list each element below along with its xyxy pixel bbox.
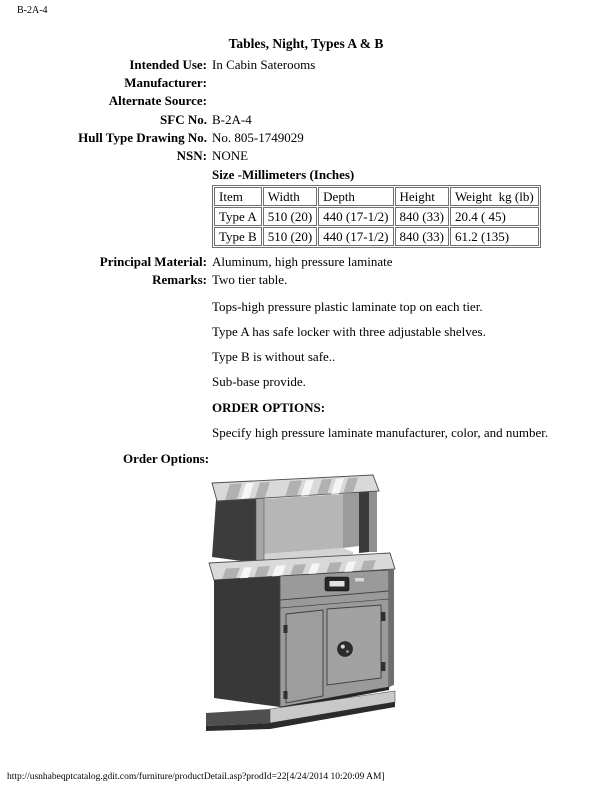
page-title: Tables, Night, Types A & B bbox=[228, 36, 384, 51]
drawer-label-slot bbox=[355, 578, 364, 581]
field-label: SFC No. bbox=[160, 111, 207, 127]
field-row-intended-use bbox=[0, 56, 612, 74]
size-row-type-a bbox=[214, 207, 539, 226]
field-row-alternate-source bbox=[0, 92, 612, 110]
left-door bbox=[286, 610, 323, 703]
product-photo-figure bbox=[206, 473, 398, 733]
field-value: In Cabin Saterooms bbox=[212, 57, 316, 72]
field-value: B-2A-4 bbox=[212, 111, 252, 127]
remarks-paragraph: Tops-high pressure plastic laminate top on each tier. bbox=[212, 298, 483, 314]
right-door bbox=[327, 605, 381, 685]
door-lock bbox=[338, 642, 353, 657]
order-options-section-label: Order Options: bbox=[123, 451, 210, 466]
cell-weight: 61.2 (135) bbox=[450, 227, 539, 246]
field-row-remarks bbox=[0, 271, 612, 289]
size-col-depth: Depth bbox=[318, 187, 393, 206]
size-row-type-b bbox=[214, 227, 539, 246]
field-row-principal-material bbox=[0, 253, 612, 271]
page-header-doc-id: B-2A-4 bbox=[17, 5, 48, 16]
size-table-heading: Size -Millimeters (Inches) bbox=[212, 167, 355, 183]
field-label: Alternate Source: bbox=[108, 93, 207, 109]
footer-url: http://usnhabeqptcatalog.gdit.com/furniture/productDetail.asp?prodId=22[4/24/2014 10:20:09 AM] bbox=[7, 772, 385, 782]
field-value bbox=[207, 92, 212, 110]
cell-item: Type A bbox=[214, 207, 262, 226]
lower-cabinet bbox=[214, 569, 394, 707]
field-value: Aluminum, high pressure laminate bbox=[212, 254, 393, 270]
field-value bbox=[207, 74, 212, 92]
product-fields bbox=[0, 56, 612, 165]
field-label: Hull Type Drawing No. bbox=[78, 129, 207, 145]
order-options-text: Specify high pressure laminate manufacturer, color, and number. bbox=[212, 424, 549, 440]
night-table-photo bbox=[206, 473, 398, 733]
remarks-first-paragraph: Two tier table. bbox=[212, 272, 288, 288]
upper-tier bbox=[212, 475, 379, 568]
size-col-width: Width bbox=[263, 187, 317, 206]
cell-height: 840 (33) bbox=[395, 207, 449, 226]
field-row-nsn bbox=[0, 147, 612, 165]
size-table bbox=[212, 185, 541, 248]
field-label: Intended Use: bbox=[129, 57, 207, 72]
size-col-item: Item bbox=[214, 187, 262, 206]
remarks-body bbox=[212, 299, 612, 442]
cell-weight: 20.4 ( 45) bbox=[450, 207, 539, 226]
cell-item: Type B bbox=[214, 227, 262, 246]
cell-width: 510 (20) bbox=[263, 207, 317, 226]
field-value: No. 805-1749029 bbox=[212, 129, 304, 145]
cell-depth: 440 (17-1/2) bbox=[318, 227, 393, 246]
cell-height: 840 (33) bbox=[395, 227, 449, 246]
field-label: Principal Material: bbox=[99, 254, 207, 270]
size-col-height: Height bbox=[395, 187, 449, 206]
field-label: NSN: bbox=[176, 147, 207, 163]
cell-width: 510 (20) bbox=[263, 227, 317, 246]
remarks-paragraph: Sub-base provide. bbox=[212, 374, 306, 390]
field-value: NONE bbox=[212, 147, 249, 163]
field-row-sfc-no bbox=[0, 111, 612, 129]
size-table-header-row bbox=[214, 187, 539, 206]
cell-depth: 440 (17-1/2) bbox=[318, 207, 393, 226]
field-label: Manufacturer: bbox=[124, 75, 207, 91]
remarks-paragraph: Type B is without safe.. bbox=[212, 349, 336, 364]
size-col-weight: Weight kg (lb) bbox=[450, 187, 539, 206]
field-label: Remarks: bbox=[152, 272, 207, 288]
field-row-hull-type-drawing-no bbox=[0, 129, 612, 147]
remarks-paragraph: Type A has safe locker with three adjustable shelves. bbox=[212, 323, 486, 339]
order-options-heading: ORDER OPTIONS: bbox=[212, 399, 326, 415]
field-row-manufacturer bbox=[0, 74, 612, 92]
